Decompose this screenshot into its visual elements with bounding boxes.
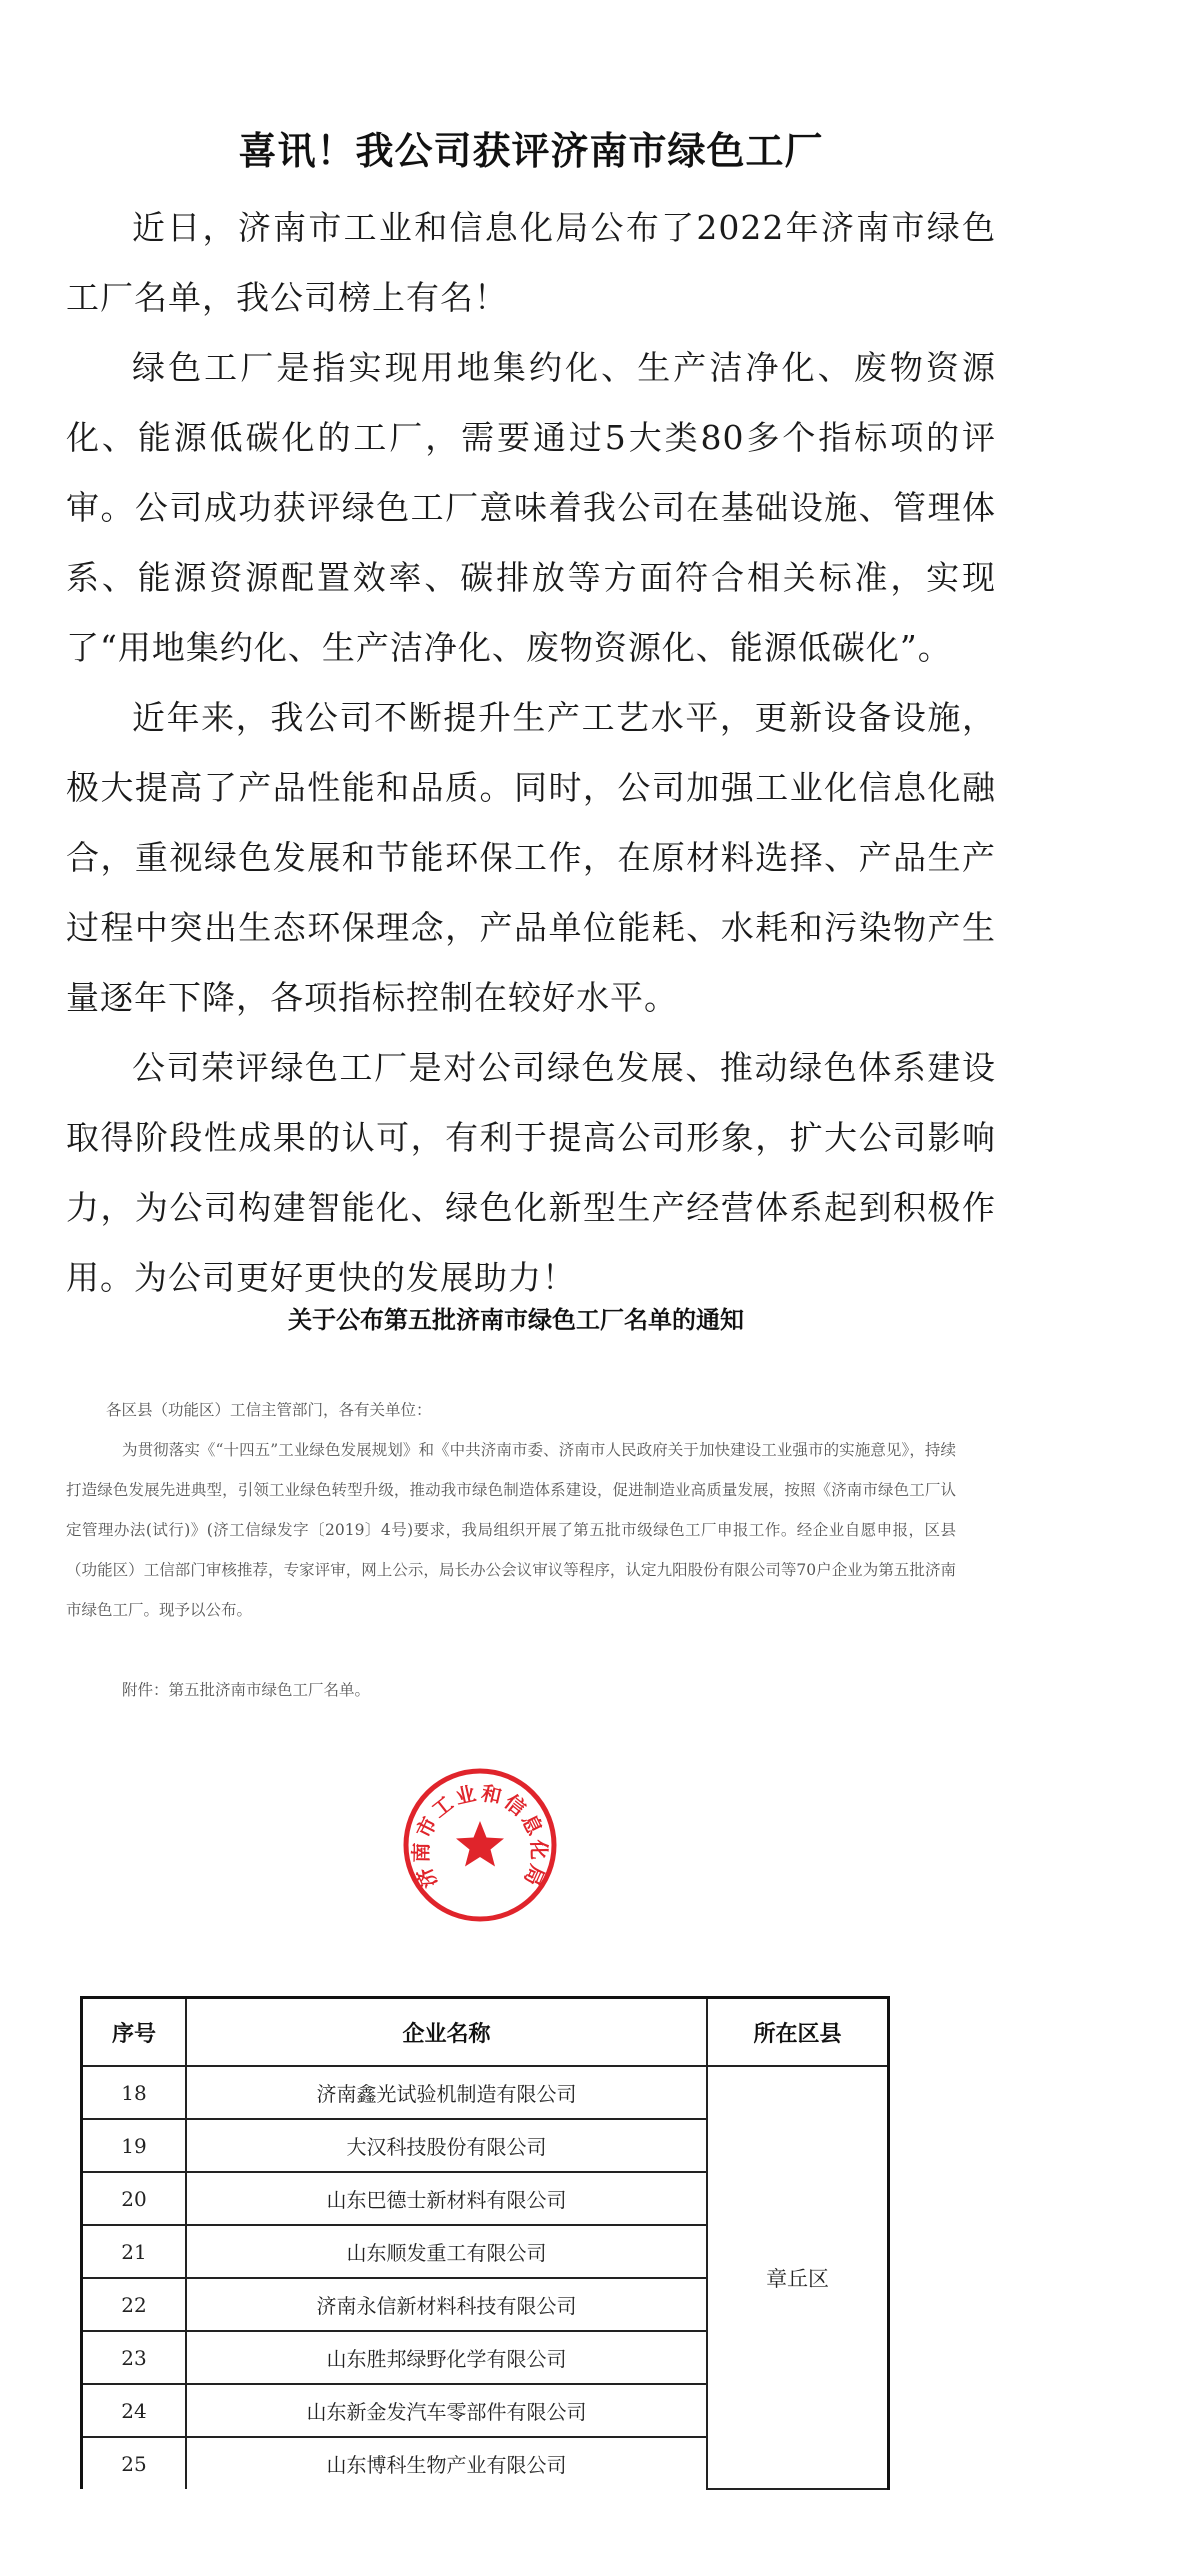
row-number: 22 — [82, 2278, 186, 2331]
factory-list-table — [80, 1996, 890, 2490]
header-number: 序号 — [82, 1998, 186, 2067]
article-paragraph-2: 绿色工厂是指实现用地集约化、生产洁净化、废物资源化、能源低碳化的工厂，需要通过5大类80多个指标项的评审。公司成功获评绿色工厂意味着我公司在基础设施、管理体系、能源资源配置效率、碳排放等方面符合相关标准，实现了“用地集约化、生产洁净化、废物资源化、能源低碳化”。 — [66, 348, 996, 667]
seal-icon — [400, 1765, 560, 1925]
row-company: 济南永信新材料科技有限公司 — [186, 2278, 707, 2331]
notice-addressee: 各区县（功能区）工信主管部门，各有关单位： — [106, 1401, 432, 1419]
article-paragraph-3: 近年来，我公司不断提升生产工艺水平，更新设备设施，极大提高了产品性能和品质。同时，公司加强工业化信息化融合，重视绿色发展和节能环保工作，在原材料选择、产品生产过程中突出生态环保理念，产品单位能耗、水耗和污染物产生量逐年下降，各项指标控制在较好水平。 — [66, 698, 996, 1017]
article-paragraph-4: 公司荣评绿色工厂是对公司绿色发展、推动绿色体系建设取得阶段性成果的认可，有利于提高公司形象，扩大公司影响力，为公司构建智能化、绿色化新型生产经营体系起到积极作用。为公司更好更快的发展助力！ — [66, 1048, 996, 1297]
notice-body — [66, 1390, 956, 1710]
star-icon — [456, 1821, 504, 1867]
header-company: 企业名称 — [186, 1998, 707, 2067]
row-company: 山东胜邦绿野化学有限公司 — [186, 2331, 707, 2384]
row-number: 19 — [82, 2119, 186, 2172]
row-number: 23 — [82, 2331, 186, 2384]
official-seal — [400, 1765, 560, 1925]
row-number: 21 — [82, 2225, 186, 2278]
row-number: 25 — [82, 2437, 186, 2489]
row-company: 山东新金发汽车零部件有限公司 — [186, 2384, 707, 2437]
seal-text: 济南市工业和信息化局 — [408, 1780, 552, 1892]
row-company: 大汉科技股份有限公司 — [186, 2119, 707, 2172]
row-number: 20 — [82, 2172, 186, 2225]
notice-paragraph: 为贯彻落实《“十四五”工业绿色发展规划》和《中共济南市委、济南市人民政府关于加快建设工业强市的实施意见》，持续打造绿色发展先进典型，引领工业绿色转型升级，推动我市绿色制造体系建设，促进制造业高质量发展，按照《济南市绿色工厂认定管理办法(试行)》(济工信绿发字〔2019〕4号)要求，我局组织开展了第五批市级绿色工厂申报工作。经企业自愿申报，区县（功能区）工信部门审核推荐，专家评审，网上公示，局长办公会议审议等程序，认定九阳股份有限公司等70户企业为第五批济南市绿色工厂。现予以公布。 — [66, 1441, 956, 1619]
row-number: 18 — [82, 2066, 186, 2119]
article-paragraph-1: 近日，济南市工业和信息化局公布了2022年济南市绿色工厂名单，我公司榜上有名！ — [66, 208, 996, 317]
notice-attachment: 附件：第五批济南市绿色工厂名单。 — [122, 1681, 371, 1699]
notice-section — [66, 1300, 966, 1699]
article-title: 喜讯！我公司获评济南市绿色工厂 — [238, 128, 824, 173]
header-district: 所在区县 — [707, 1998, 888, 2067]
row-company: 济南鑫光试验机制造有限公司 — [186, 2066, 707, 2119]
row-company: 山东巴德士新材料有限公司 — [186, 2172, 707, 2225]
row-company: 山东博科生物产业有限公司 — [186, 2437, 707, 2489]
article — [66, 120, 996, 1313]
row-number: 24 — [82, 2384, 186, 2437]
row-district: 章丘区 — [707, 2066, 888, 2489]
row-company: 山东顺发重工有限公司 — [186, 2225, 707, 2278]
notice-title: 关于公布第五批济南市绿色工厂名单的通知 — [288, 1306, 744, 1334]
table-row — [82, 2066, 889, 2119]
